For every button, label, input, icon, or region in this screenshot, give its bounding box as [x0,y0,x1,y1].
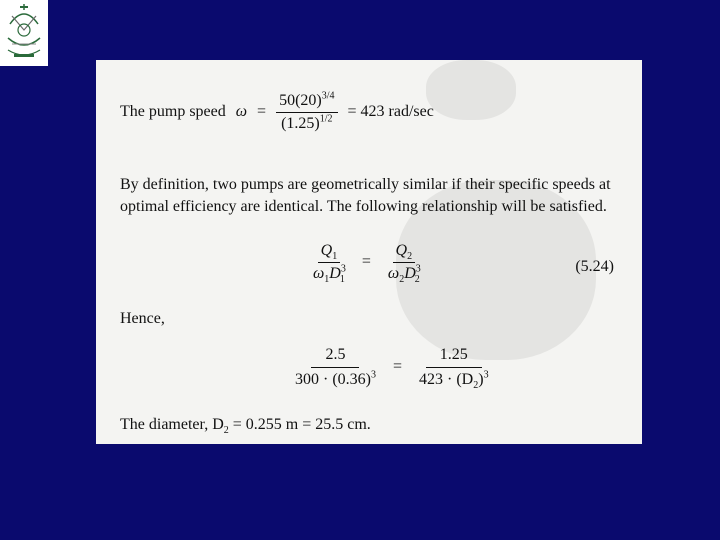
omega-symbol: ω [235,103,248,121]
solve-rhs-denominator: 423 · (D [419,371,474,388]
university-crest-icon [0,0,48,66]
equals-sign: = [392,358,403,376]
subscript: 2 [399,274,405,286]
superscript: 3 [415,263,421,275]
subscript: 2 [223,425,229,437]
subscript: 1 [332,251,338,263]
subscript: 2 [407,251,413,263]
fraction-denominator: (1.25) [281,115,320,132]
lhs-fraction [310,242,348,286]
d1-symbol: D [329,265,341,282]
omega1-symbol: ω [313,265,325,282]
superscript: 3 [370,369,376,381]
equation-number: (5.24) [575,258,614,275]
diameter-value: = 0.255 m = 25.5 cm. [228,416,371,433]
similarity-equation [310,242,423,286]
close-paren: ) [478,371,484,388]
solve-rhs-numerator: 1.25 [439,346,468,363]
pump-speed-fraction [276,92,337,133]
solve-lhs-fraction [292,346,379,389]
omega2-symbol: ω [387,265,400,282]
denominator-exponent: 1/2 [319,113,333,125]
subscript: 1 [324,274,330,286]
superscript: 3 [340,263,346,275]
d2-symbol: D [404,265,416,282]
subscript: 2 [414,274,420,286]
scanned-page [96,60,642,444]
bleed-through-shadow [426,60,516,120]
equals-sign: = [257,103,267,121]
subscript: 2 [473,380,479,392]
numerator-exponent: 3/4 [321,90,335,102]
equals-sign: = [361,253,371,271]
q2-symbol: Q [395,242,408,259]
solve-lhs-denominator: 300 · (0.36) [295,371,371,388]
superscript: 3 [483,369,489,381]
university-logo [0,0,48,66]
solve-lhs-numerator: 2.5 [325,346,346,363]
definition-paragraph: By definition, two pumps are geometrically similar if their specific speeds at optimal efficiency are identical. The following relationship will be satisfied. [120,176,611,215]
diameter-label: The diameter, D [120,416,224,433]
diameter-result [120,416,371,437]
pump-speed-equation [120,92,434,133]
pump-speed-result: = 423 rad/sec [347,103,434,121]
solve-equation [292,346,492,392]
subscript: 1 [339,274,345,286]
fraction-numerator: 50(20) [279,92,322,109]
hence-label: Hence, [120,310,165,327]
q1-symbol: Q [320,242,333,259]
solve-rhs-fraction [416,346,492,392]
rhs-fraction [385,242,423,286]
pump-speed-label: The pump speed [120,103,226,121]
